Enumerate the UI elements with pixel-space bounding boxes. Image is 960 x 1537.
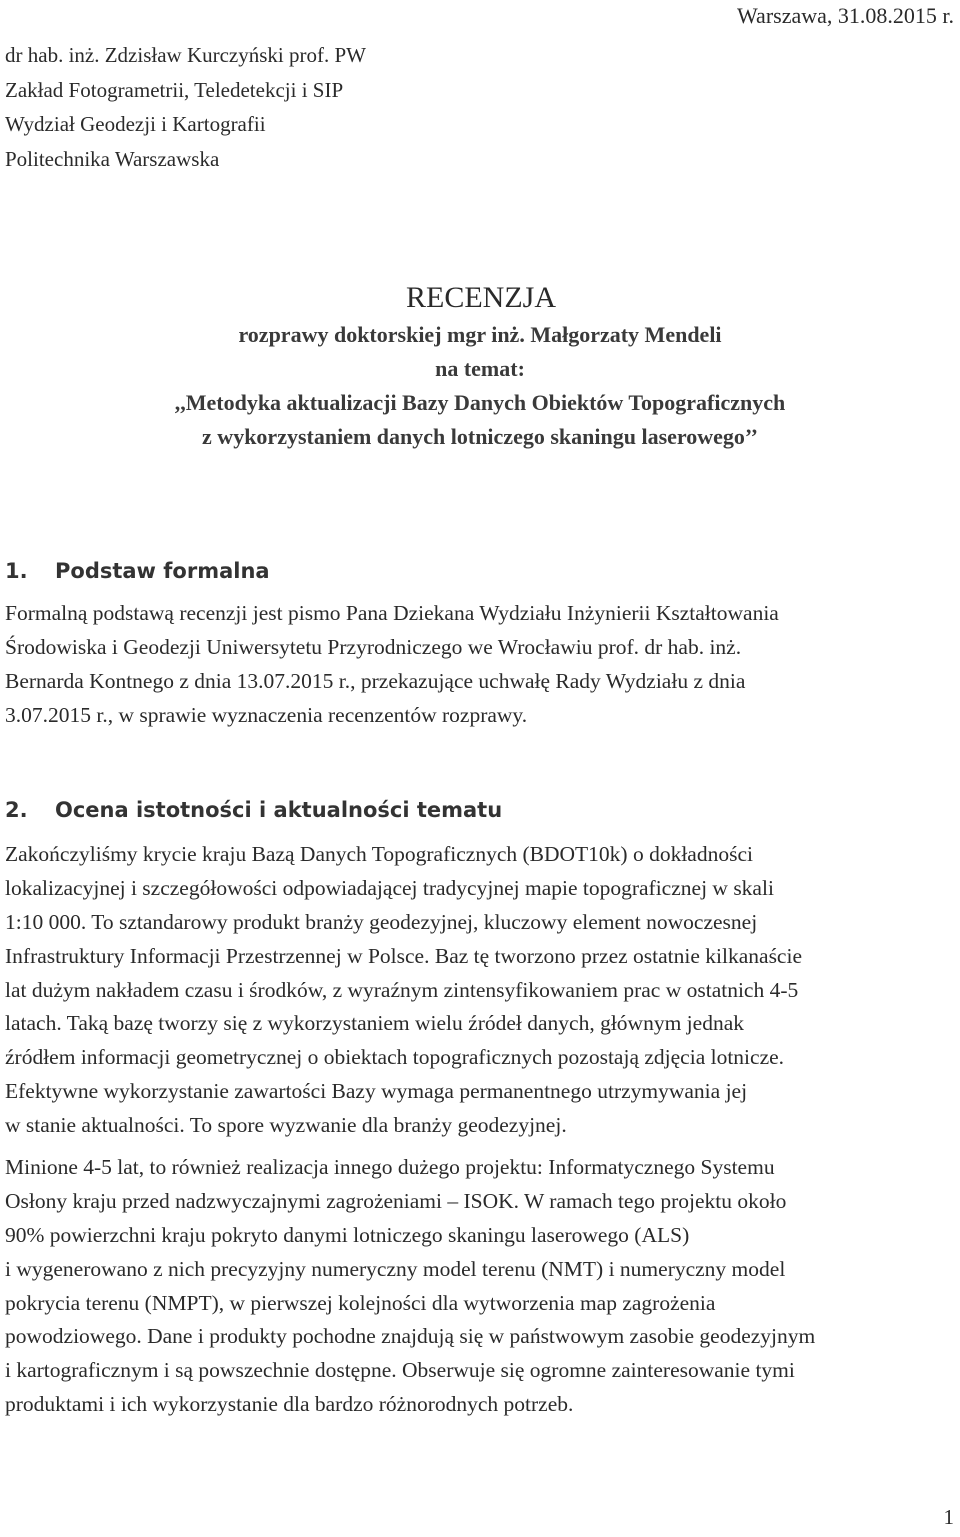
thesis-line: rozprawy doktorskiej mgr inż. Małgorzaty Mendeli [238,322,722,347]
paragraph-line: Infrastruktury Informacji Przestrzennej w Polsce. Baz tę tworzono przez ostatnie kilkanaście [5,943,802,968]
paragraph-line: 3.07.2015 r., w sprawie wyznaczenia recenzentów rozprawy. [5,702,528,727]
section-paragraph [5,597,953,733]
author-line: dr hab. inż. Zdzisław Kurczyński prof. PW [5,43,366,67]
section-paragraph [5,838,953,1143]
thesis-title-line: ,,Metodyka aktualizacji Bazy Danych Obiektów Topograficznych [174,390,786,415]
section-title: Ocena istotności i aktualności tematu [55,798,503,822]
thesis-line: na temat: [435,356,525,381]
author-line: Politechnika Warszawska [5,146,220,171]
paragraph-line: źródłem informacji geometrycznej o obiektach topograficznych pozostają zdjęcia lotnicze. [5,1045,785,1070]
paragraph-line: Środowiska i Geodezji Uniwersytetu Przyrodniczego we Wrocławiu prof. dr hab. inż. [5,634,742,659]
paragraph-line: produktami i ich wykorzystanie dla bardzo różnorodnych potrzeb. [5,1392,574,1417]
author-line: Zakład Fotogrametrii, Teledetekcji i SIP [5,77,344,102]
section-number: 1. [5,559,28,583]
paragraph-line: lokalizacyjnej i szczegółowości odpowiadającej tradycyjnej mapie topograficznej w skali [5,875,774,900]
paragraph-line: w stanie aktualności. To spore wyzwanie dla branży geodezyjnej. [5,1113,567,1138]
review-title-block [0,280,960,454]
paragraph-line: i kartograficznym i są powszechnie dostępne. Obserwuje się ogromne zainteresowanie tymi [5,1358,795,1383]
section-number: 2. [5,798,28,822]
paragraph-line: Bernarda Kontnego z dnia 13.07.2015 r., przekazujące uchwałę Rady Wydziału z dnia [5,668,746,693]
paragraph-line: latach. Taką bazę tworzy się z wykorzystaniem wielu źródeł danych, głównym jednak [5,1011,744,1036]
thesis-title-line: z wykorzystaniem danych lotniczego skaningu laserowego’’ [202,424,758,449]
paragraph-line: pokrycia terenu (NMPT), w pierwszej kolejności dla wytworzenia map zagrożenia [5,1290,716,1315]
paragraph-line: 1:10 000. To sztandarowy produkt branży geodezyjnej, kluczowy element nowoczesnej [5,909,758,934]
paragraph-line: powodziowego. Dane i produkty pochodne znajdują się w państwowym zasobie geodezyjnym [5,1324,816,1349]
paragraph-line: i wygenerowano z nich precyzyjny numeryczny model terenu (NMT) i numeryczny model [5,1256,786,1281]
paragraph-line: Osłony kraju przed nadzwyczajnymi zagrożeniami – ISOK. W ramach tego projektu około [5,1188,787,1213]
letter-date: Warszawa, 31.08.2015 r. [737,3,954,28]
review-title: RECENZJA [406,281,556,314]
author-block [5,38,366,176]
section-title: Podstaw formalna [55,559,270,583]
section-heading [5,796,502,824]
paragraph-line: Formalną podstawą recenzji jest pismo Pana Dziekana Wydziału Inżynierii Kształtowania [5,601,779,625]
paragraph-line: 90% powierzchni kraju pokryto danymi lotniczego skaningu laserowego (ALS) [5,1222,690,1247]
page-number: 1 [943,1505,954,1529]
author-line: Wydział Geodezji i Kartografii [5,112,266,136]
paragraph-line: Zakończyliśmy krycie kraju Bazą Danych Topograficznych (BDOT10k) o dokładności [5,842,753,866]
section-heading [5,557,270,585]
paragraph-line: lat dużym nakładem czasu i środków, z wyraźnym zintensyfikowaniem prac w ostatnich 4-5 [5,977,799,1002]
paragraph-line: Efektywne wykorzystanie zawartości Bazy wymaga permanentnego utrzymywania jej [5,1079,748,1104]
paragraph-line: Minione 4-5 lat, to również realizacja innego dużego projektu: Informatycznego Systemu [5,1155,775,1179]
section-paragraph [5,1151,953,1422]
